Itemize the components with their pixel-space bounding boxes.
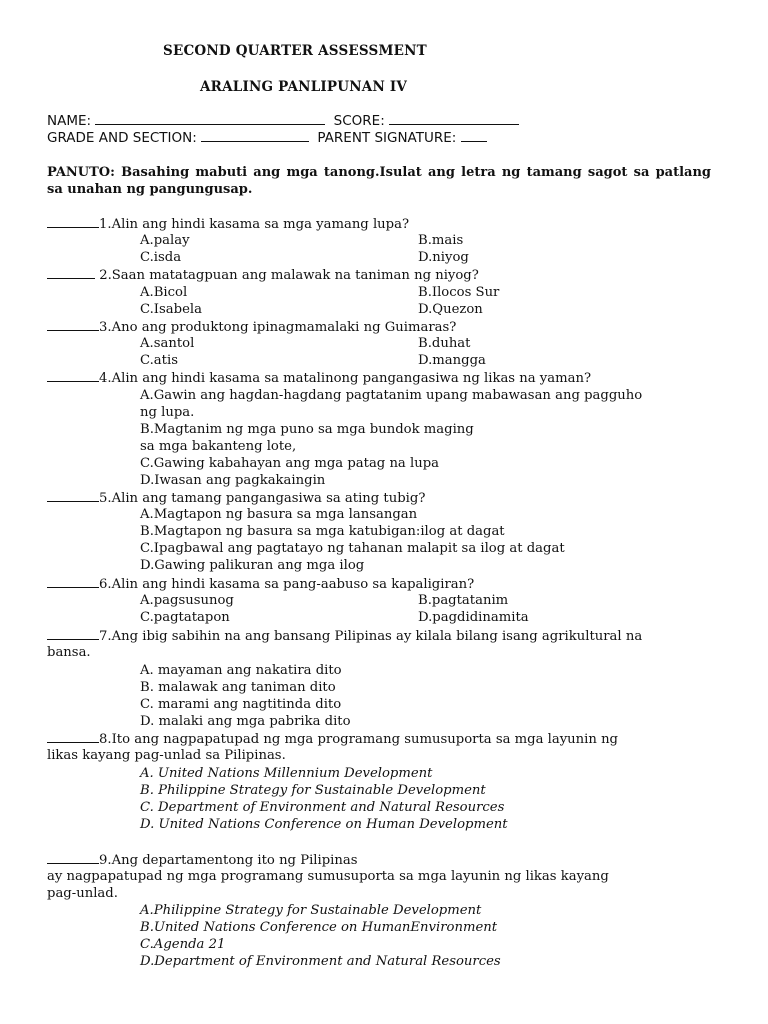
choice: B.mais [418, 233, 464, 248]
question-3 [47, 318, 456, 336]
choice: A.Philippine Strategy for Sustainable Development [140, 903, 482, 918]
question-8 [47, 730, 618, 748]
choice: B.United Nations Conference on HumanEnvironment [140, 920, 498, 935]
question-text: 5.Alin ang tamang pangangasiwa sa ating tubig? [99, 491, 426, 506]
answer-blank[interactable] [47, 266, 95, 279]
choice: C.atis [140, 353, 178, 368]
assessment-title: SECOND QUARTER ASSESSMENT [163, 43, 427, 59]
question-text: 4.Alin ang hindi kasama sa matalinong pangangasiwa ng likas na yaman? [99, 371, 592, 386]
question-9 [47, 851, 358, 869]
question-continuation: pag-unlad. [47, 886, 118, 901]
choice: A.santol [140, 336, 195, 351]
choice: ng lupa. [140, 405, 195, 420]
score-blank[interactable] [389, 112, 519, 125]
answer-blank[interactable] [47, 575, 99, 588]
choice: D.Quezon [418, 302, 483, 317]
choice: A. United Nations Millennium Development [140, 766, 433, 781]
score-label: SCORE: [333, 113, 385, 129]
question-continuation: ay nagpapatupad ng mga programang sumusuporta sa mga layunin ng likas kayang [47, 869, 609, 884]
choice: sa mga bakanteng lote, [140, 439, 297, 454]
question-4 [47, 369, 591, 387]
choice: D.mangga [418, 353, 486, 368]
choice: D.Iwasan ang pagkakaingin [140, 473, 326, 488]
question-text: 8.Ito ang nagpapatupad ng mga programang sumusuporta sa mga layunin ng [99, 732, 619, 747]
question-text: 2.Saan matatagpuan ang malawak na taniman ng niyog? [95, 268, 479, 283]
choice: C. marami ang nagtitinda dito [140, 697, 342, 712]
choice: C.Ipagbawal ang pagtatayo ng tahanan malapit sa ilog at dagat [140, 541, 565, 556]
choice: A.pagsusunog [140, 593, 234, 608]
choice: C.pagtatapon [140, 610, 230, 625]
grade-blank[interactable] [201, 129, 309, 142]
grade-label: GRADE AND SECTION: [47, 130, 197, 146]
question-2 [47, 266, 479, 284]
choice: B. malawak ang taniman dito [140, 680, 336, 695]
answer-blank[interactable] [47, 627, 99, 640]
choice: A.Gawin ang hagdan-hagdang pagtatanim upang mabawasan ang pagguho [140, 388, 643, 403]
choice: B.duhat [418, 336, 471, 351]
subject-title: ARALING PANLIPUNAN IV [200, 79, 408, 95]
question-text: 3.Ano ang produktong ipinagmamalaki ng Guimaras? [99, 320, 457, 335]
question-7 [47, 627, 642, 645]
choice: D.niyog [418, 250, 469, 265]
choice: A.Magtapon ng basura sa mga lansangan [140, 507, 418, 522]
choice: C.Isabela [140, 302, 202, 317]
parent-signature-label: PARENT SIGNATURE: [317, 130, 457, 146]
choice: C.Agenda 21 [140, 937, 226, 952]
choice: D. malaki ang mga pabrika dito [140, 714, 351, 729]
question-text: 9.Ang departamentong ito ng Pilipinas [99, 853, 358, 868]
choice: B. Philippine Strategy for Sustainable Development [140, 783, 486, 798]
choice: A.palay [140, 233, 190, 248]
choice: A.Bicol [140, 285, 188, 300]
name-blank[interactable] [95, 112, 325, 125]
choice: B.Magtapon ng basura sa mga katubigan:ilog at dagat [140, 524, 505, 539]
question-text: 1.Alin ang hindi kasama sa mga yamang lupa? [99, 217, 410, 232]
name-label: NAME: [47, 113, 92, 129]
choice: B.Magtanim ng mga puno sa mga bundok maging [140, 422, 474, 437]
choice: C. Department of Environment and Natural Resources [140, 800, 505, 815]
choice: D.Department of Environment and Natural Resources [140, 954, 501, 969]
answer-blank[interactable] [47, 489, 99, 502]
answer-blank[interactable] [47, 851, 99, 864]
question-5 [47, 489, 425, 507]
answer-blank[interactable] [47, 730, 99, 743]
choice: B.Ilocos Sur [418, 285, 500, 300]
choice: D.pagdidinamita [418, 610, 529, 625]
question-text: 7.Ang ibig sabihin na ang bansang Pilipinas ay kilala bilang isang agrikultural na [99, 629, 643, 644]
choice: C.Gawing kabahayan ang mga patag na lupa [140, 456, 440, 471]
choice: A. mayaman ang nakatira dito [140, 663, 342, 678]
choice: D.Gawing palikuran ang mga ilog [140, 558, 365, 573]
grade-field[interactable] [47, 129, 487, 147]
instructions: PANUTO: Basahing mabuti ang mga tanong.Isulat ang letra ng tamang sagot sa patlang sa unahan ng pangungusap. [47, 165, 711, 197]
answer-blank[interactable] [47, 215, 99, 228]
answer-blank[interactable] [47, 369, 99, 382]
choice: C.isda [140, 250, 182, 265]
name-field[interactable] [47, 112, 519, 130]
choice: B.pagtatanim [418, 593, 509, 608]
question-text: 6.Alin ang hindi kasama sa pang-aabuso sa kapaligiran? [99, 577, 475, 592]
parent-signature-blank[interactable] [461, 129, 487, 142]
question-1 [47, 215, 409, 233]
question-continuation: likas kayang pag-unlad sa Pilipinas. [47, 748, 286, 763]
answer-blank[interactable] [47, 318, 99, 331]
choice: D. United Nations Conference on Human Development [140, 817, 508, 832]
question-6 [47, 575, 474, 593]
question-continuation: bansa. [47, 645, 91, 660]
